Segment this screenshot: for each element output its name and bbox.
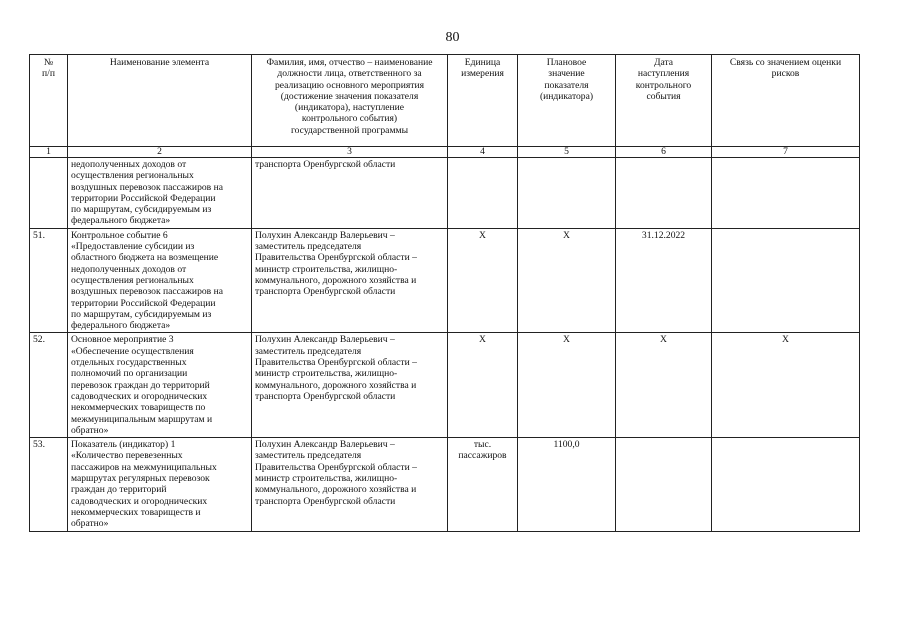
column-number-row xyxy=(30,147,860,158)
page-number: 80 xyxy=(445,30,460,45)
table-row xyxy=(30,438,860,531)
event-date: 31.12.2022 xyxy=(616,228,712,333)
header-col-7: Связь со значением оценки рисков xyxy=(712,55,860,147)
unit-of-measure: Х xyxy=(448,228,518,333)
responsible-person: транспорта Оренбургской области xyxy=(252,158,448,229)
header-col-5: Плановое значение показателя (индикатора) xyxy=(518,55,616,147)
header-col-3: Фамилия, имя, отчество – наименование должности лица, ответственного за реализацию основного мероприятия (достижение значения показателя (индикатора), наступление контрольного события) государственной программы xyxy=(252,55,448,147)
header-col-4: Единица измерения xyxy=(448,55,518,147)
risk-link: Х xyxy=(712,333,860,438)
event-date xyxy=(616,158,712,229)
row-number: 52. xyxy=(30,333,68,438)
risk-link xyxy=(712,228,860,333)
risk-link xyxy=(712,438,860,531)
element-name: Основное мероприятие 3 «Обеспечение осуществления отдельных государственных полномочий по организации перевозок граждан до территорий садоводческих и огороднических некоммерческих товариществ по межмуниципальным маршрутам и обратно» xyxy=(68,333,252,438)
column-number: 6 xyxy=(616,147,712,158)
element-name: Контрольное событие 6 «Предоставление субсидии из областного бюджета на возмещение недополученных доходов от осуществления региональных воздушных перевозок пассажиров на территории Российской Федерации по маршрутам, субсидируемым из федерального бюджета» xyxy=(68,228,252,333)
header-row xyxy=(30,55,860,147)
planned-value: Х xyxy=(518,333,616,438)
column-number: 7 xyxy=(712,147,860,158)
column-number: 5 xyxy=(518,147,616,158)
table-row xyxy=(30,333,860,438)
risk-link xyxy=(712,158,860,229)
planned-value: Х xyxy=(518,228,616,333)
unit-of-measure: тыс. пассажиров xyxy=(448,438,518,531)
column-number: 2 xyxy=(68,147,252,158)
element-name: недополученных доходов от осуществления региональных воздушных перевозок пассажиров на территории Российской Федерации по маршрутам, субсидируемым из федерального бюджета» xyxy=(68,158,252,229)
row-number: 53. xyxy=(30,438,68,531)
event-date: Х xyxy=(616,333,712,438)
responsible-person: Полухин Александр Валерьевич – заместитель председателя Правительства Оренбургской области – министр строительства, жилищно- коммунального, дорожного хозяйства и транспорта Оренбургской области xyxy=(252,228,448,333)
event-date xyxy=(616,438,712,531)
planned-value xyxy=(518,158,616,229)
table-row xyxy=(30,158,860,229)
responsible-person: Полухин Александр Валерьевич – заместитель председателя Правительства Оренбургской области – министр строительства, жилищно- коммунального, дорожного хозяйства и транспорта Оренбургской области xyxy=(252,438,448,531)
element-name: Показатель (индикатор) 1 «Количество перевезенных пассажиров на межмуниципальных маршрутах регулярных перевозок граждан до территорий садоводческих и огороднических некоммерческих товариществ и обратно» xyxy=(68,438,252,531)
row-number xyxy=(30,158,68,229)
row-number: 51. xyxy=(30,228,68,333)
table-row xyxy=(30,228,860,333)
column-number: 4 xyxy=(448,147,518,158)
header-col-2: Наименование элемента xyxy=(68,55,252,147)
responsible-person: Полухин Александр Валерьевич – заместитель председателя Правительства Оренбургской области – министр строительства, жилищно- коммунального, дорожного хозяйства и транспорта Оренбургской области xyxy=(252,333,448,438)
planned-value: 1100,0 xyxy=(518,438,616,531)
control-events-table xyxy=(29,54,860,532)
column-number: 1 xyxy=(30,147,68,158)
unit-of-measure: Х xyxy=(448,333,518,438)
table-body xyxy=(30,158,860,532)
header-col-1: № п/п xyxy=(30,55,68,147)
header-col-6: Дата наступления контрольного события xyxy=(616,55,712,147)
column-number: 3 xyxy=(252,147,448,158)
unit-of-measure xyxy=(448,158,518,229)
